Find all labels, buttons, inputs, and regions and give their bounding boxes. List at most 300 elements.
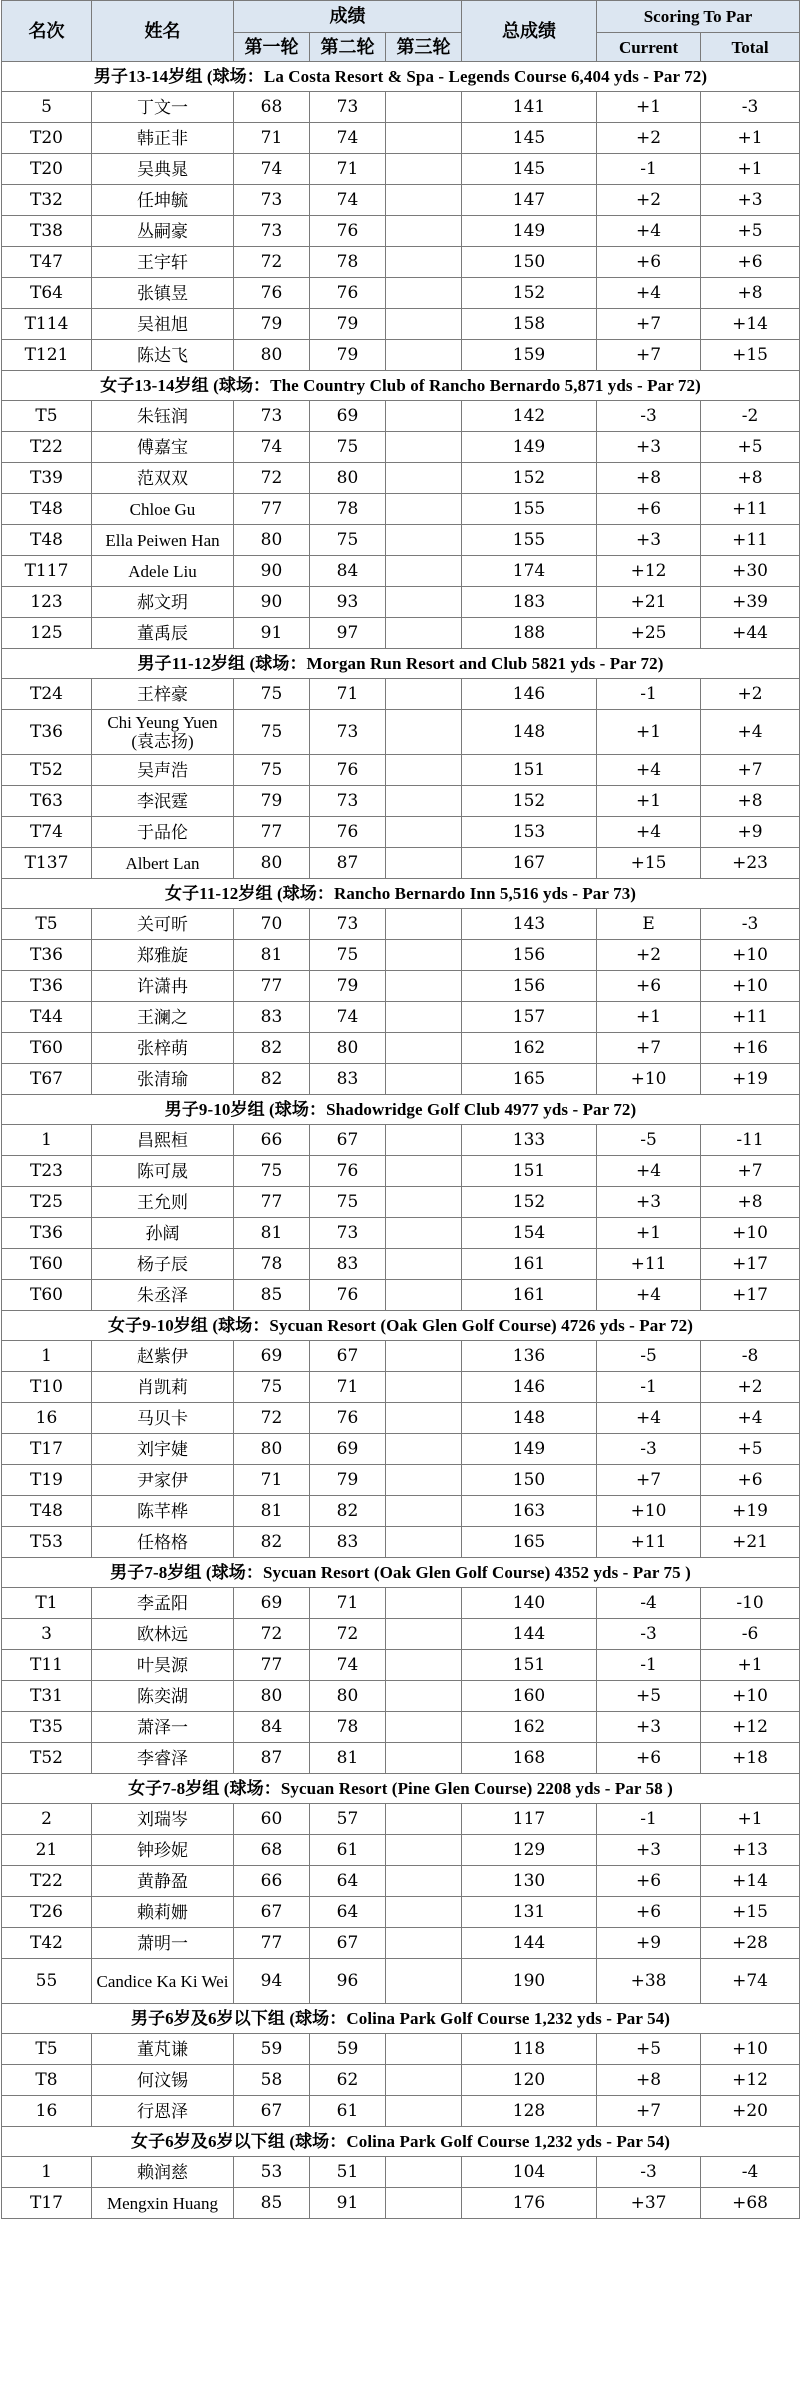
- round3-cell: [386, 123, 462, 154]
- name-cell: 张梓萌: [92, 1033, 234, 1064]
- header-round1: 第一轮: [234, 33, 310, 62]
- current-par-cell: +10: [597, 1496, 701, 1527]
- round1-cell: 78: [234, 1249, 310, 1280]
- total-par-cell: +10: [701, 1218, 800, 1249]
- total-par-cell: -4: [701, 2157, 800, 2188]
- round3-cell: [386, 848, 462, 879]
- round2-cell: 64: [310, 1897, 386, 1928]
- rank-cell: T60: [2, 1280, 92, 1311]
- round3-cell: [386, 1804, 462, 1835]
- rank-cell: 1: [2, 2157, 92, 2188]
- round3-cell: [386, 2096, 462, 2127]
- total-score-cell: 146: [462, 1372, 597, 1403]
- round3-cell: [386, 1280, 462, 1311]
- round1-cell: 69: [234, 1341, 310, 1372]
- round2-cell: 87: [310, 848, 386, 879]
- round3-cell: [386, 278, 462, 309]
- total-par-cell: +14: [701, 309, 800, 340]
- round2-cell: 62: [310, 2065, 386, 2096]
- total-score-cell: 162: [462, 1712, 597, 1743]
- total-score-cell: 161: [462, 1280, 597, 1311]
- round1-cell: 66: [234, 1125, 310, 1156]
- rank-cell: T22: [2, 1866, 92, 1897]
- name-cell: 孙阔: [92, 1218, 234, 1249]
- round2-cell: 79: [310, 309, 386, 340]
- round3-cell: [386, 1835, 462, 1866]
- table-row: [2, 463, 800, 494]
- round1-cell: 72: [234, 1619, 310, 1650]
- name-cell: 郝文玥: [92, 587, 234, 618]
- table-row: [2, 1496, 800, 1527]
- round1-cell: 72: [234, 247, 310, 278]
- rank-cell: T47: [2, 247, 92, 278]
- total-par-cell: +11: [701, 1002, 800, 1033]
- rank-cell: T19: [2, 1465, 92, 1496]
- name-cell: Albert Lan: [92, 848, 234, 879]
- round2-cell: 75: [310, 1187, 386, 1218]
- name-cell: 王宇轩: [92, 247, 234, 278]
- total-par-cell: +74: [701, 1959, 800, 2004]
- rank-cell: T17: [2, 1434, 92, 1465]
- table-row: [2, 556, 800, 587]
- total-par-cell: -6: [701, 1619, 800, 1650]
- name-cell: 陈达飞: [92, 340, 234, 371]
- current-par-cell: +1: [597, 92, 701, 123]
- round1-cell: 81: [234, 1496, 310, 1527]
- name-cell: 马贝卡: [92, 1403, 234, 1434]
- section-header-row: [2, 2127, 800, 2157]
- total-score-cell: 168: [462, 1743, 597, 1774]
- round1-cell: 90: [234, 587, 310, 618]
- header-total-score: 总成绩: [462, 1, 597, 62]
- total-score-cell: 143: [462, 909, 597, 940]
- rank-cell: T60: [2, 1033, 92, 1064]
- table-row: [2, 494, 800, 525]
- table-row: [2, 92, 800, 123]
- name-cell: 王允则: [92, 1187, 234, 1218]
- round2-cell: 69: [310, 1434, 386, 1465]
- current-par-cell: +4: [597, 1156, 701, 1187]
- round1-cell: 83: [234, 1002, 310, 1033]
- total-par-cell: +11: [701, 525, 800, 556]
- rank-cell: T25: [2, 1187, 92, 1218]
- current-par-cell: +6: [597, 971, 701, 1002]
- table-row: [2, 1959, 800, 2004]
- round3-cell: [386, 1527, 462, 1558]
- round1-cell: 77: [234, 1650, 310, 1681]
- rank-cell: T26: [2, 1897, 92, 1928]
- round2-cell: 76: [310, 216, 386, 247]
- name-cell: 许潇冉: [92, 971, 234, 1002]
- current-par-cell: +8: [597, 463, 701, 494]
- round1-cell: 76: [234, 278, 310, 309]
- total-score-cell: 162: [462, 1033, 597, 1064]
- table-row: [2, 587, 800, 618]
- round3-cell: [386, 1681, 462, 1712]
- current-par-cell: +4: [597, 1280, 701, 1311]
- section-header-row: [2, 1095, 800, 1125]
- rank-cell: T48: [2, 525, 92, 556]
- name-cell: 刘瑞岑: [92, 1804, 234, 1835]
- total-par-cell: -10: [701, 1588, 800, 1619]
- total-score-cell: 148: [462, 710, 597, 755]
- rank-cell: 2: [2, 1804, 92, 1835]
- table-row: [2, 1804, 800, 1835]
- table-row: [2, 1712, 800, 1743]
- round2-cell: 79: [310, 340, 386, 371]
- total-score-cell: 152: [462, 1187, 597, 1218]
- table-row: [2, 1650, 800, 1681]
- rank-cell: T64: [2, 278, 92, 309]
- rank-cell: T5: [2, 401, 92, 432]
- rank-cell: T53: [2, 1527, 92, 1558]
- section-header-row: [2, 2004, 800, 2034]
- table-row: [2, 1125, 800, 1156]
- total-score-cell: 151: [462, 1650, 597, 1681]
- total-par-cell: +39: [701, 587, 800, 618]
- round1-cell: 72: [234, 463, 310, 494]
- current-par-cell: +6: [597, 1743, 701, 1774]
- round3-cell: [386, 401, 462, 432]
- total-score-cell: 156: [462, 940, 597, 971]
- rank-cell: 3: [2, 1619, 92, 1650]
- table-row: [2, 1033, 800, 1064]
- current-par-cell: +1: [597, 710, 701, 755]
- round2-cell: 83: [310, 1249, 386, 1280]
- round2-cell: 91: [310, 2188, 386, 2219]
- rank-cell: T114: [2, 309, 92, 340]
- section-header-row: [2, 1774, 800, 1804]
- round1-cell: 68: [234, 92, 310, 123]
- round2-cell: 71: [310, 1588, 386, 1619]
- name-cell: 董禹辰: [92, 618, 234, 649]
- table-row: [2, 2157, 800, 2188]
- table-row: [2, 817, 800, 848]
- round2-cell: 82: [310, 1496, 386, 1527]
- round1-cell: 77: [234, 971, 310, 1002]
- name-cell: 肖凯莉: [92, 1372, 234, 1403]
- current-par-cell: -3: [597, 401, 701, 432]
- total-score-cell: 144: [462, 1928, 597, 1959]
- name-cell: Candice Ka Ki Wei: [92, 1959, 234, 2004]
- table-row: [2, 1527, 800, 1558]
- total-par-cell: +4: [701, 1403, 800, 1434]
- table-row: [2, 1465, 800, 1496]
- total-score-cell: 141: [462, 92, 597, 123]
- table-row: [2, 679, 800, 710]
- rank-cell: T137: [2, 848, 92, 879]
- total-par-cell: +19: [701, 1496, 800, 1527]
- total-score-cell: 158: [462, 309, 597, 340]
- current-par-cell: +5: [597, 1681, 701, 1712]
- header-round2: 第二轮: [310, 33, 386, 62]
- current-par-cell: +10: [597, 1064, 701, 1095]
- total-score-cell: 151: [462, 1156, 597, 1187]
- rank-cell: T117: [2, 556, 92, 587]
- name-cell: 张清瑜: [92, 1064, 234, 1095]
- table-row: [2, 1743, 800, 1774]
- current-par-cell: +15: [597, 848, 701, 879]
- table-row: [2, 185, 800, 216]
- section-header-row: [2, 649, 800, 679]
- current-par-cell: -1: [597, 1804, 701, 1835]
- table-row: [2, 1249, 800, 1280]
- round1-cell: 71: [234, 1465, 310, 1496]
- current-par-cell: +1: [597, 1002, 701, 1033]
- round2-cell: 73: [310, 92, 386, 123]
- table-row: [2, 432, 800, 463]
- total-par-cell: +10: [701, 971, 800, 1002]
- round1-cell: 59: [234, 2034, 310, 2065]
- round3-cell: [386, 909, 462, 940]
- round3-cell: [386, 587, 462, 618]
- round1-cell: 77: [234, 1187, 310, 1218]
- total-par-cell: +10: [701, 940, 800, 971]
- round2-cell: 76: [310, 1156, 386, 1187]
- total-par-cell: +7: [701, 1156, 800, 1187]
- round3-cell: [386, 154, 462, 185]
- round1-cell: 75: [234, 755, 310, 786]
- current-par-cell: +4: [597, 216, 701, 247]
- round2-cell: 73: [310, 909, 386, 940]
- rank-cell: T42: [2, 1928, 92, 1959]
- name-cell: 任坤毓: [92, 185, 234, 216]
- current-par-cell: -5: [597, 1125, 701, 1156]
- round2-cell: 74: [310, 185, 386, 216]
- table-row: [2, 123, 800, 154]
- round1-cell: 80: [234, 340, 310, 371]
- total-par-cell: +68: [701, 2188, 800, 2219]
- table-row: [2, 1156, 800, 1187]
- name-cell: 何汶锡: [92, 2065, 234, 2096]
- total-par-cell: +8: [701, 786, 800, 817]
- name-cell: 朱钰润: [92, 401, 234, 432]
- header-rank: 名次: [2, 1, 92, 62]
- total-par-cell: +21: [701, 1527, 800, 1558]
- name-cell: 杨子辰: [92, 1249, 234, 1280]
- table-body: [2, 62, 800, 2219]
- total-score-cell: 142: [462, 401, 597, 432]
- section-header-row: [2, 879, 800, 909]
- total-par-cell: +1: [701, 1804, 800, 1835]
- round2-cell: 71: [310, 154, 386, 185]
- round2-cell: 83: [310, 1064, 386, 1095]
- round3-cell: [386, 1465, 462, 1496]
- rank-cell: T24: [2, 679, 92, 710]
- current-par-cell: +7: [597, 309, 701, 340]
- current-par-cell: +11: [597, 1527, 701, 1558]
- total-score-cell: 149: [462, 1434, 597, 1465]
- total-score-cell: 147: [462, 185, 597, 216]
- round2-cell: 67: [310, 1341, 386, 1372]
- rank-cell: T22: [2, 432, 92, 463]
- current-par-cell: +3: [597, 1187, 701, 1218]
- name-cell: 萧泽一: [92, 1712, 234, 1743]
- name-cell: Chi Yeung Yuen (袁志扬): [92, 710, 234, 755]
- name-cell: 刘宇婕: [92, 1434, 234, 1465]
- round1-cell: 79: [234, 309, 310, 340]
- round1-cell: 79: [234, 786, 310, 817]
- round1-cell: 60: [234, 1804, 310, 1835]
- current-par-cell: +3: [597, 1835, 701, 1866]
- table-row: [2, 525, 800, 556]
- round3-cell: [386, 1619, 462, 1650]
- round2-cell: 78: [310, 494, 386, 525]
- round2-cell: 83: [310, 1527, 386, 1558]
- round2-cell: 75: [310, 940, 386, 971]
- round2-cell: 97: [310, 618, 386, 649]
- total-score-cell: 151: [462, 755, 597, 786]
- section-header-row: [2, 1311, 800, 1341]
- total-par-cell: +5: [701, 1434, 800, 1465]
- table-row: [2, 940, 800, 971]
- name-cell: 叶昊源: [92, 1650, 234, 1681]
- total-score-cell: 136: [462, 1341, 597, 1372]
- round1-cell: 80: [234, 848, 310, 879]
- rank-cell: T48: [2, 1496, 92, 1527]
- name-cell: 王澜之: [92, 1002, 234, 1033]
- total-score-cell: 165: [462, 1064, 597, 1095]
- rank-cell: 5: [2, 92, 92, 123]
- round1-cell: 84: [234, 1712, 310, 1743]
- round2-cell: 84: [310, 556, 386, 587]
- rank-cell: 123: [2, 587, 92, 618]
- name-cell: 吴声浩: [92, 755, 234, 786]
- rank-cell: T63: [2, 786, 92, 817]
- current-par-cell: +6: [597, 247, 701, 278]
- round3-cell: [386, 679, 462, 710]
- current-par-cell: +7: [597, 1465, 701, 1496]
- round1-cell: 91: [234, 618, 310, 649]
- round3-cell: [386, 92, 462, 123]
- round3-cell: [386, 309, 462, 340]
- current-par-cell: +1: [597, 1218, 701, 1249]
- round3-cell: [386, 940, 462, 971]
- round3-cell: [386, 556, 462, 587]
- name-cell: 范双双: [92, 463, 234, 494]
- total-score-cell: 130: [462, 1866, 597, 1897]
- round3-cell: [386, 1588, 462, 1619]
- round3-cell: [386, 1125, 462, 1156]
- round3-cell: [386, 1928, 462, 1959]
- section-title: 女子13-14岁组 (球场：The Country Club of Rancho Bernardo 5,871 yds - Par 72): [2, 371, 800, 401]
- name-cell: 任格格: [92, 1527, 234, 1558]
- total-score-cell: 152: [462, 278, 597, 309]
- name-cell: 关可昕: [92, 909, 234, 940]
- round1-cell: 82: [234, 1033, 310, 1064]
- total-par-cell: +8: [701, 278, 800, 309]
- total-score-cell: 163: [462, 1496, 597, 1527]
- name-cell: Mengxin Huang: [92, 2188, 234, 2219]
- total-score-cell: 145: [462, 123, 597, 154]
- round3-cell: [386, 1341, 462, 1372]
- current-par-cell: +25: [597, 618, 701, 649]
- current-par-cell: E: [597, 909, 701, 940]
- round2-cell: 73: [310, 1218, 386, 1249]
- rank-cell: T52: [2, 1743, 92, 1774]
- name-cell: 陈奕湖: [92, 1681, 234, 1712]
- table-row: [2, 1928, 800, 1959]
- table-row: [2, 2034, 800, 2065]
- rank-cell: T36: [2, 971, 92, 1002]
- round2-cell: 67: [310, 1928, 386, 1959]
- round3-cell: [386, 618, 462, 649]
- total-par-cell: +12: [701, 1712, 800, 1743]
- round2-cell: 76: [310, 755, 386, 786]
- total-par-cell: +16: [701, 1033, 800, 1064]
- round3-cell: [386, 1249, 462, 1280]
- table-row: [2, 401, 800, 432]
- total-score-cell: 190: [462, 1959, 597, 2004]
- round3-cell: [386, 1403, 462, 1434]
- name-cell: 朱丞泽: [92, 1280, 234, 1311]
- current-par-cell: +6: [597, 494, 701, 525]
- total-score-cell: 150: [462, 1465, 597, 1496]
- round1-cell: 67: [234, 2096, 310, 2127]
- name-cell: 赵紫伊: [92, 1341, 234, 1372]
- table-row: [2, 786, 800, 817]
- round3-cell: [386, 971, 462, 1002]
- current-par-cell: +11: [597, 1249, 701, 1280]
- current-par-cell: +1: [597, 786, 701, 817]
- round1-cell: 80: [234, 1434, 310, 1465]
- total-par-cell: +10: [701, 2034, 800, 2065]
- current-par-cell: -3: [597, 1434, 701, 1465]
- table-row: [2, 1064, 800, 1095]
- total-score-cell: 157: [462, 1002, 597, 1033]
- header-current: Current: [597, 33, 701, 62]
- total-par-cell: +17: [701, 1280, 800, 1311]
- round3-cell: [386, 2065, 462, 2096]
- total-score-cell: 150: [462, 247, 597, 278]
- rank-cell: T31: [2, 1681, 92, 1712]
- total-score-cell: 153: [462, 817, 597, 848]
- total-par-cell: +19: [701, 1064, 800, 1095]
- round2-cell: 74: [310, 1650, 386, 1681]
- total-par-cell: +4: [701, 710, 800, 755]
- total-par-cell: +11: [701, 494, 800, 525]
- name-cell: Ella Peiwen Han: [92, 525, 234, 556]
- table-row: [2, 971, 800, 1002]
- round3-cell: [386, 1372, 462, 1403]
- round1-cell: 85: [234, 2188, 310, 2219]
- round1-cell: 82: [234, 1064, 310, 1095]
- round2-cell: 75: [310, 432, 386, 463]
- total-par-cell: +13: [701, 1835, 800, 1866]
- round2-cell: 80: [310, 1033, 386, 1064]
- total-par-cell: +23: [701, 848, 800, 879]
- round1-cell: 75: [234, 1372, 310, 1403]
- round2-cell: 72: [310, 1619, 386, 1650]
- round1-cell: 87: [234, 1743, 310, 1774]
- round1-cell: 72: [234, 1403, 310, 1434]
- table-row: [2, 1341, 800, 1372]
- total-score-cell: 160: [462, 1681, 597, 1712]
- name-cell: 郑雅旋: [92, 940, 234, 971]
- rank-cell: T23: [2, 1156, 92, 1187]
- name-cell: 赖莉姗: [92, 1897, 234, 1928]
- round3-cell: [386, 1959, 462, 2004]
- round1-cell: 73: [234, 216, 310, 247]
- total-par-cell: +5: [701, 432, 800, 463]
- table-row: [2, 1002, 800, 1033]
- round1-cell: 75: [234, 1156, 310, 1187]
- current-par-cell: +4: [597, 817, 701, 848]
- rank-cell: T20: [2, 123, 92, 154]
- table-row: [2, 2188, 800, 2219]
- table-row: [2, 710, 800, 755]
- table-row: [2, 1588, 800, 1619]
